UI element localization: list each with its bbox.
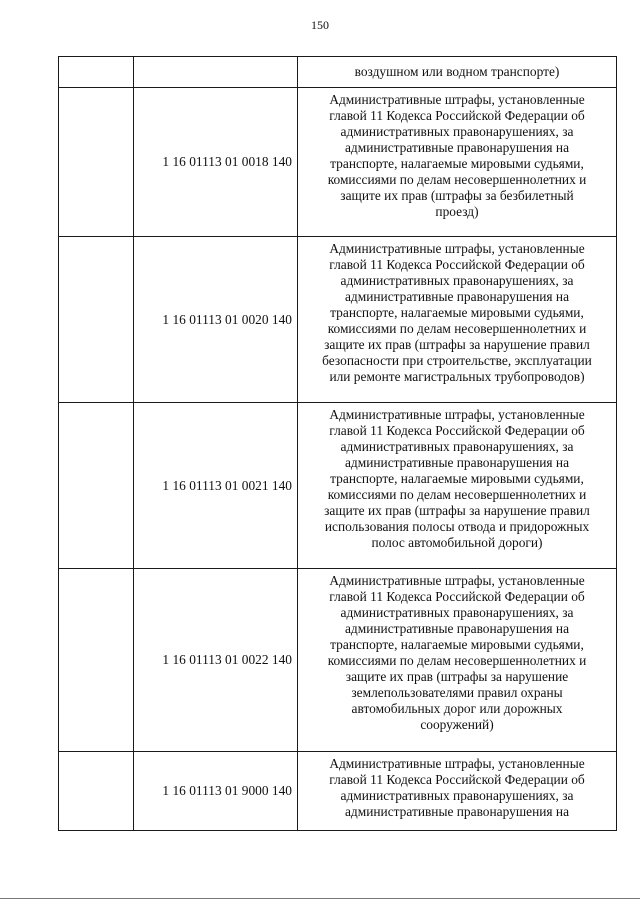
row-number-cell xyxy=(59,57,134,88)
description-line: административных правонарушениях, за xyxy=(340,439,574,454)
row-number-cell xyxy=(59,569,134,752)
row-number-cell xyxy=(59,403,134,569)
description-line: защите их прав (штрафы за нарушение правил xyxy=(324,503,590,518)
description-line: защите их прав (штрафы за нарушение правил xyxy=(324,337,590,352)
description-line: Административные штрафы, установленные xyxy=(329,92,585,107)
table-row xyxy=(59,569,617,752)
row-number-cell xyxy=(59,752,134,831)
table-row xyxy=(59,237,617,403)
description-cell xyxy=(298,237,617,403)
code-cell: 1 16 01113 01 9000 140 xyxy=(134,752,298,831)
description-line: Административные штрафы, установленные xyxy=(329,573,585,588)
description-line: проезд) xyxy=(435,204,479,219)
description-line: административные правонарушения на xyxy=(344,289,570,304)
description-line: административных правонарушениях, за xyxy=(340,273,574,288)
description-line: административных правонарушениях, за xyxy=(340,124,574,139)
description-line: автомобильных дорог или дорожных xyxy=(351,701,563,716)
code-cell: 1 16 01113 01 0018 140 xyxy=(134,88,298,237)
description-line: защите их прав (штрафы за безбилетный xyxy=(340,188,574,203)
description-cell xyxy=(298,57,617,88)
description-line: главой 11 Кодекса Российской Федерации об xyxy=(329,772,585,787)
description-line: землепользователями правил охраны xyxy=(351,685,563,700)
description-line: административные правонарушения на xyxy=(344,455,570,470)
description-line: защите их прав (штрафы за нарушение xyxy=(345,669,569,684)
description-line: сооружений) xyxy=(420,717,494,732)
table-row xyxy=(59,57,617,88)
code-cell: 1 16 01113 01 0020 140 xyxy=(134,237,298,403)
description-line: комиссиями по делам несовершеннолетних и xyxy=(327,172,587,187)
description-line: безопасности при строительстве, эксплуатации xyxy=(322,353,592,368)
description-line: Административные штрафы, установленные xyxy=(329,241,585,256)
description-line: Административные штрафы, установленные xyxy=(329,756,585,771)
description-line: главой 11 Кодекса Российской Федерации об xyxy=(329,589,585,604)
table-row xyxy=(59,752,617,831)
description-line: транспорте, налагаемые мировыми судьями, xyxy=(330,156,584,171)
description-line: воздушном или водном транспорте) xyxy=(354,64,560,79)
description-cell xyxy=(298,403,617,569)
description-line: административных правонарушениях, за xyxy=(340,788,574,803)
description-cell xyxy=(298,569,617,752)
description-line: главой 11 Кодекса Российской Федерации об xyxy=(329,108,585,123)
budget-codes-table xyxy=(58,56,617,831)
description-line: главой 11 Кодекса Российской Федерации об xyxy=(329,257,585,272)
code-cell: 1 16 01113 01 0021 140 xyxy=(134,403,298,569)
description-line: использования полосы отвода и придорожных xyxy=(324,519,590,534)
description-line: главой 11 Кодекса Российской Федерации об xyxy=(329,423,585,438)
description-line: полос автомобильной дороги) xyxy=(371,535,543,550)
row-number-cell xyxy=(59,88,134,237)
description-line: транспорте, налагаемые мировыми судьями, xyxy=(330,305,584,320)
description-line: административные правонарушения на xyxy=(344,804,570,819)
description-line: транспорте, налагаемые мировыми судьями, xyxy=(330,637,584,652)
description-cell xyxy=(298,752,617,831)
table-row xyxy=(59,403,617,569)
description-line: административных правонарушениях, за xyxy=(340,605,574,620)
description-line: административные правонарушения на xyxy=(344,140,570,155)
row-number-cell xyxy=(59,237,134,403)
description-line: транспорте, налагаемые мировыми судьями, xyxy=(330,471,584,486)
table-row xyxy=(59,88,617,237)
code-cell: 1 16 01113 01 0022 140 xyxy=(134,569,298,752)
page-number: 150 xyxy=(311,18,329,32)
description-line: комиссиями по делам несовершеннолетних и xyxy=(327,487,587,502)
page-bottom-rule xyxy=(0,898,640,899)
description-line: комиссиями по делам несовершеннолетних и xyxy=(327,653,587,668)
description-line: административные правонарушения на xyxy=(344,621,570,636)
description-cell xyxy=(298,88,617,237)
code-cell xyxy=(134,57,298,88)
description-line: или ремонте магистральных трубопроводов) xyxy=(329,369,585,384)
description-line: Административные штрафы, установленные xyxy=(329,407,585,422)
description-line: комиссиями по делам несовершеннолетних и xyxy=(327,321,587,336)
